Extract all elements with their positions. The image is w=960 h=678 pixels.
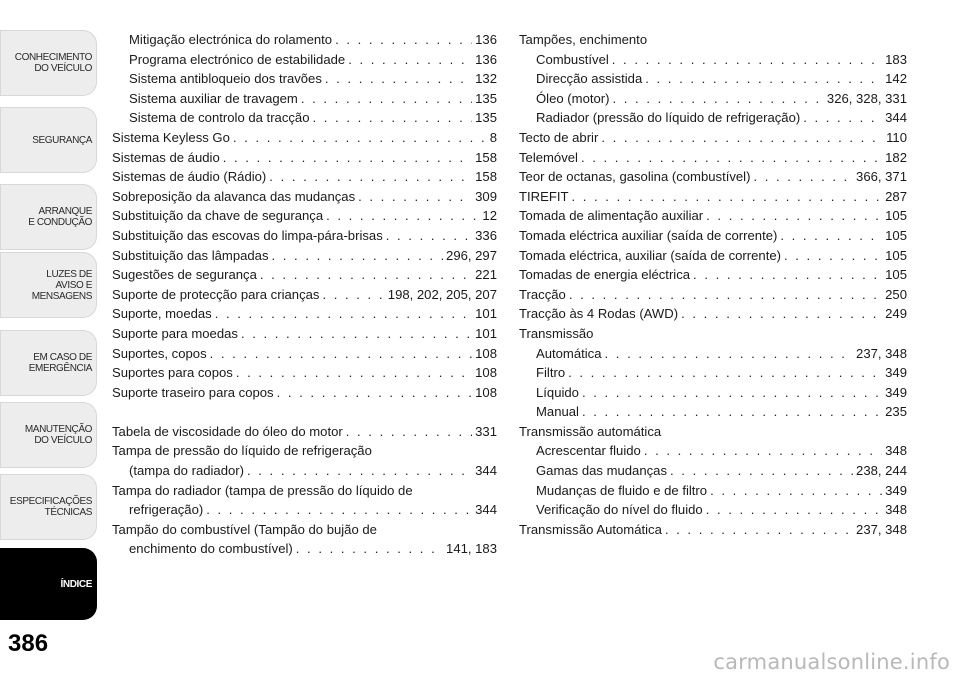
index-leader-dots [693, 265, 882, 285]
index-leader-dots [346, 422, 472, 442]
index-entry-text: Sistema auxiliar de travagem [129, 90, 298, 106]
index-entry [112, 461, 497, 481]
index-entry [519, 128, 907, 148]
chapter-tab-label: ESPECIFICAÇÕES [9, 496, 92, 507]
index-entry [112, 265, 497, 285]
index-leader-dots [571, 187, 882, 207]
index-entry [519, 304, 907, 324]
index-page-ref[interactable]: 105 [885, 247, 907, 263]
chapter-tab[interactable] [0, 474, 97, 540]
index-leader-dots [241, 324, 472, 344]
index-leader-dots [644, 441, 882, 461]
index-page-ref[interactable]: 108 [475, 384, 497, 400]
index-entry-text: Sistema Keyless Go [112, 129, 230, 145]
chapter-tab[interactable] [0, 548, 97, 620]
index-entry-text: Manual [536, 404, 579, 420]
index-page-ref[interactable]: 12 [482, 208, 497, 224]
index-leader-dots [681, 304, 882, 324]
chapter-tab-label: ARRANQUE [38, 206, 92, 217]
index-entry-text: Sistemas de áudio (Rádio) [112, 169, 267, 185]
chapter-tab-label: DO VEÍCULO [34, 63, 92, 74]
index-entry-text: Líquido [536, 384, 579, 400]
index-entry-text: Acrescentar fluido [536, 443, 641, 459]
index-page-ref[interactable]: 105 [885, 227, 907, 243]
index-entry [112, 148, 497, 168]
index-entry-text: enchimento do combustível) [129, 541, 293, 557]
index-page-ref[interactable]: 105 [885, 208, 907, 224]
index-column-right [519, 30, 907, 539]
index-entry-text: Tomada eléctrica, auxiliar (saída de corrente) [519, 247, 781, 263]
index-page-ref[interactable]: 349 [885, 482, 907, 498]
index-entry [112, 50, 497, 70]
index-page-ref[interactable]: 349 [885, 384, 907, 400]
index-entry-text: Sobreposição da alavanca das mudanças [112, 188, 356, 204]
index-entry-text: TIREFIT [519, 188, 569, 204]
chapter-tab-label: EMERGÊNCIA [28, 363, 92, 374]
index-leader-dots [670, 461, 853, 481]
index-page-ref[interactable]: 336 [475, 227, 497, 243]
index-entry [519, 461, 907, 481]
index-entry-text: refrigeração) [129, 502, 204, 518]
index-leader-dots [581, 148, 882, 168]
index-entry [112, 539, 497, 559]
index-entry-text: Gamas das mudanças [536, 463, 668, 479]
index-entry [112, 167, 497, 187]
index-entry-text: Mitigação electrónica do rolamento [129, 32, 333, 47]
index-leader-dots [215, 304, 472, 324]
index-page-ref[interactable]: 158 [475, 169, 497, 185]
index-leader-dots [313, 108, 473, 128]
index-entry-text: Telemóvel [519, 149, 578, 165]
index-entry-text: Tecto de abrir [519, 129, 599, 145]
index-heading: Tampão do combustível (Tampão do bujão de [112, 521, 377, 537]
chapter-tab-label: ÍNDICE [60, 578, 92, 590]
index-page-ref[interactable]: 348 [885, 502, 907, 518]
index-entry [112, 206, 497, 226]
index-leader-dots [301, 89, 472, 109]
index-entry [519, 363, 907, 383]
index-leader-dots [277, 383, 473, 403]
index-entry-text: Mudanças de fluido e de filtro [536, 482, 708, 498]
index-entry [112, 89, 497, 109]
chapter-tab-label: EM CASO DE [33, 352, 92, 363]
chapter-tab-label: E CONDUÇÃO [28, 217, 92, 228]
index-leader-dots [706, 206, 882, 226]
index-entry-text: Suporte de protecção para crianças [112, 286, 320, 302]
chapter-tab-label: DO VEÍCULO [34, 435, 92, 446]
index-entry [112, 30, 497, 50]
index-leader-dots [223, 148, 472, 168]
index-entry-text: Verificação do nível do fluido [536, 502, 703, 518]
index-page-ref[interactable]: 101 [475, 325, 497, 341]
index-entry-text: Tabela de viscosidade do óleo do motor [112, 423, 343, 439]
index-leader-dots [665, 520, 853, 540]
index-entry [519, 441, 907, 461]
index-leader-dots [358, 187, 472, 207]
chapter-tab[interactable] [0, 330, 97, 396]
index-leader-dots [784, 246, 882, 266]
index-entry-text: Substituição das lâmpadas [112, 247, 269, 263]
chapter-tab-label: MENSAGENS [31, 290, 92, 302]
index-page-ref[interactable]: 309 [475, 188, 497, 204]
index-page-ref[interactable]: 141, 183 [446, 541, 497, 557]
index-entry [519, 206, 907, 226]
index-leader-dots [325, 69, 472, 89]
index-leader-dots [568, 363, 882, 383]
index-leader-dots [582, 402, 882, 422]
index-entry [112, 383, 497, 403]
index-page-ref[interactable]: 108 [475, 345, 497, 361]
index-entry-text: Sistemas de áudio [112, 149, 220, 165]
index-entry-text: Direcção assistida [536, 71, 643, 87]
index-entry-text: Combustível [536, 51, 609, 67]
index-entry [112, 108, 497, 128]
index-entry-text: Suporte traseiro para copos [112, 384, 274, 400]
chapter-tab-label: LUZES DE [46, 268, 92, 280]
index-leader-dots [612, 50, 882, 70]
index-entry [112, 500, 497, 520]
index-leader-dots [335, 30, 472, 50]
index-leader-dots [645, 69, 882, 89]
index-entry [112, 363, 497, 383]
index-page-ref[interactable]: 326, 328, 331 [826, 90, 907, 106]
index-leader-dots [348, 50, 472, 70]
index-entry [519, 148, 907, 168]
index-page-ref[interactable]: 142 [885, 71, 907, 87]
chapter-tab[interactable] [0, 30, 97, 96]
index-page-ref[interactable]: 136 [475, 51, 497, 67]
index-page-ref[interactable]: 132 [475, 71, 497, 87]
index-entry [519, 226, 907, 246]
index-entry [519, 481, 907, 501]
chapter-tab-label: SEGURANÇA [32, 134, 92, 146]
index-heading: Tampões, enchimento [519, 32, 648, 47]
index-entry [112, 187, 497, 207]
index-page-ref[interactable]: 331 [475, 423, 497, 439]
index-page-ref[interactable]: 349 [885, 365, 907, 381]
index-entry [112, 304, 497, 324]
index-entry-text: Transmissão Automática [519, 521, 662, 537]
index-leader-dots [780, 226, 882, 246]
index-entry [112, 285, 497, 305]
index-entry-text: Programa electrónico de estabilidade [129, 51, 346, 67]
index-entry-text: Sistema de controlo da tracção [129, 110, 310, 126]
index-page-ref[interactable]: 110 [886, 129, 907, 145]
index-page-ref[interactable]: 344 [885, 110, 907, 126]
index-page-ref[interactable]: 237, 348 [856, 521, 907, 537]
index-leader-dots [210, 344, 473, 364]
index-page-ref[interactable]: 235 [885, 404, 907, 420]
index-entry [112, 246, 497, 266]
index-leader-dots [386, 226, 472, 246]
index-page-ref[interactable]: 158 [475, 149, 497, 165]
index-page-ref[interactable]: 101 [475, 306, 497, 322]
index-entry-text: Sugestões de segurança [112, 267, 257, 283]
index-page-ref[interactable]: 344 [475, 502, 497, 518]
index-entry [112, 128, 497, 148]
index-entry [519, 167, 907, 187]
index-leader-dots [296, 539, 443, 559]
chapter-tab[interactable] [0, 402, 97, 468]
index-page-ref[interactable]: 198, 202, 205, 207 [387, 286, 497, 302]
index-page-ref[interactable]: 249 [885, 306, 907, 322]
chapter-tab[interactable] [0, 252, 97, 318]
index-entry-text: Automática [536, 345, 602, 361]
index-heading: Tampa de pressão do líquido de refrigeração [112, 443, 372, 459]
index-heading: Transmissão [519, 325, 594, 341]
index-entry [112, 422, 497, 442]
chapter-tab-label: AVISO E [55, 279, 92, 291]
index-page-ref[interactable]: 136 [475, 32, 497, 47]
index-entry [519, 89, 907, 109]
index-column-left [112, 30, 497, 559]
index-page-ref[interactable]: 105 [885, 267, 907, 283]
index-leader-dots [233, 128, 487, 148]
index-entry-text: Tracção às 4 Rodas (AWD) [519, 306, 679, 322]
index-entry [519, 50, 907, 70]
index-entry [519, 520, 907, 540]
index-page-ref[interactable]: 238, 244 [856, 463, 907, 479]
index-spacer [112, 402, 497, 422]
index-page-ref[interactable]: 8 [489, 129, 497, 145]
index-entry [112, 226, 497, 246]
index-leader-dots [322, 285, 384, 305]
index-page-ref[interactable]: 366, 371 [856, 169, 907, 185]
index-leader-dots [247, 461, 472, 481]
watermark: carmanualsonline.info [713, 650, 950, 674]
index-entry-text: Tracção [519, 286, 566, 302]
chapter-tab-label: TÉCNICAS [44, 507, 92, 518]
index-entry [519, 344, 907, 364]
index-page-ref[interactable]: 344 [475, 463, 497, 479]
index-entry-text: Teor de octanas, gasolina (combustível) [519, 169, 751, 185]
index-leader-dots [206, 500, 472, 520]
index-page-ref[interactable]: 221 [475, 267, 497, 283]
index-leader-dots [613, 89, 824, 109]
index-entry [112, 324, 497, 344]
index-page-ref[interactable]: 135 [475, 90, 497, 106]
index-page-ref[interactable]: 237, 348 [856, 345, 907, 361]
index-entry-text: Tomada eléctrica auxiliar (saída de corrente) [519, 227, 778, 243]
index-entry [112, 344, 497, 364]
index-entry [519, 69, 907, 89]
index-page-ref[interactable]: 108 [475, 365, 497, 381]
index-page-ref[interactable]: 250 [885, 286, 907, 302]
index-leader-dots [706, 500, 882, 520]
index-entry [519, 285, 907, 305]
index-heading: Transmissão automática [519, 423, 662, 439]
index-leader-dots [569, 285, 882, 305]
index-entry [519, 402, 907, 422]
index-page-ref[interactable]: 182 [885, 149, 907, 165]
index-entry-text: Tomadas de energia eléctrica [519, 267, 691, 283]
index-entry-text: Suporte para moedas [112, 325, 238, 341]
index-entry-text: Substituição das escovas do limpa-pára-brisas [112, 227, 383, 243]
index-entry [112, 69, 497, 89]
index-page-ref[interactable]: 135 [475, 110, 497, 126]
index-page-ref[interactable]: 287 [885, 188, 907, 204]
index-leader-dots [260, 265, 472, 285]
index-entry-text: Filtro [536, 365, 566, 381]
chapter-tab[interactable] [0, 184, 97, 250]
index-page-ref[interactable]: 183 [885, 51, 907, 67]
index-entry-text: (tampa do radiador) [129, 463, 244, 479]
index-leader-dots [753, 167, 853, 187]
chapter-tab-label: MANUTENÇÃO [24, 424, 92, 435]
page-number: 386 [8, 630, 49, 657]
index-leader-dots [326, 206, 479, 226]
index-page-ref[interactable]: 296, 297 [446, 247, 497, 263]
chapter-tabs-sidebar [0, 0, 98, 678]
chapter-tab-label: CONHECIMENTO [14, 52, 92, 63]
index-page-ref[interactable]: 348 [885, 443, 907, 459]
index-leader-dots [601, 128, 883, 148]
index-entry-text: Substituição da chave de segurança [112, 208, 324, 224]
index-entry-text: Suportes para copos [112, 365, 233, 381]
index-entry [519, 500, 907, 520]
chapter-tab[interactable] [0, 107, 97, 173]
index-leader-dots [582, 383, 882, 403]
index-entry-text: Radiador (pressão do líquido de refrigeração) [536, 110, 801, 126]
index-entry [519, 108, 907, 128]
index-entry-text: Sistema antibloqueio dos travões [129, 71, 322, 87]
index-entry [519, 246, 907, 266]
index-leader-dots [605, 344, 854, 364]
index-entry [519, 383, 907, 403]
index-entry-text: Óleo (motor) [536, 90, 610, 106]
index-entry-text: Suporte, moedas [112, 306, 212, 322]
index-leader-dots [710, 481, 882, 501]
index-entry-text: Suportes, copos [112, 345, 207, 361]
index-entry-text: Tomada de alimentação auxiliar [519, 208, 704, 224]
index-leader-dots [272, 246, 444, 266]
index-heading: Tampa do radiador (tampa de pressão do líquido de [112, 482, 413, 498]
index-leader-dots [269, 167, 472, 187]
index-leader-dots [236, 363, 472, 383]
index-entry [519, 265, 907, 285]
index-entry [519, 187, 907, 207]
index-leader-dots [803, 108, 882, 128]
